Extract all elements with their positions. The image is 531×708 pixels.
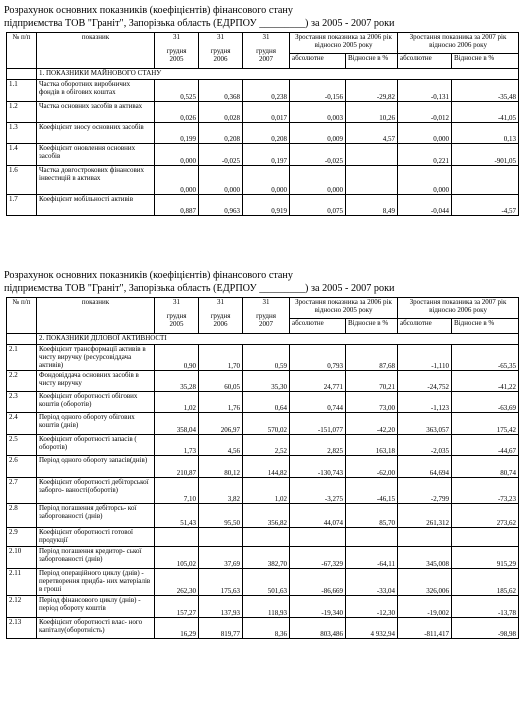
row-indicator-name: Коефіцієнт оборотності готової продукції	[37, 528, 155, 547]
row-number: 2.1	[7, 345, 37, 371]
row-change-r2: 0,13	[452, 123, 519, 144]
header-change-2006: Зростання показника за 2006 рік відносно 2005 року	[290, 298, 398, 319]
row-change-r2: 185,62	[452, 569, 519, 596]
row-change-a2: 345,008	[398, 547, 452, 569]
row-indicator-name: Коефіцієнт оновлення основних засобів	[37, 144, 155, 166]
row-change-r1: -46,15	[346, 478, 398, 504]
row-change-a1: -0,025	[290, 144, 346, 166]
header-month: грудня	[166, 312, 187, 320]
row-value-v1: 1,02	[155, 392, 199, 413]
row-value-v1: 0,000	[155, 144, 199, 166]
row-value-v3: 35,30	[243, 371, 290, 392]
row-value-v1: 262,30	[155, 569, 199, 596]
row-value-v2: 0,368	[199, 80, 243, 102]
table-row	[7, 371, 519, 392]
row-change-a2: 326,006	[398, 569, 452, 596]
row-value-v1	[155, 528, 199, 547]
section-blank	[7, 334, 37, 345]
row-value-v3: 356,82	[243, 504, 290, 528]
row-change-a2: -19,002	[398, 596, 452, 618]
row-change-a1: 0,744	[290, 392, 346, 413]
doc2-caption-line1: Розрахунок основних показників (коефіцієнтів) фінансового стану	[4, 270, 293, 281]
section-title: 2. ПОКАЗНИКИ ДІЛОВОЇ АКТИВНОСТІ	[37, 334, 519, 345]
row-change-r2: 175,42	[452, 413, 519, 435]
subheader-abs-2: абсолютне	[398, 54, 452, 69]
header-year: 2007	[259, 55, 273, 63]
row-number: 1.1	[7, 80, 37, 102]
row-change-r1	[346, 166, 398, 195]
table-row	[7, 345, 519, 371]
row-change-a2: -811,417	[398, 618, 452, 639]
row-change-r2: -98,98	[452, 618, 519, 639]
row-value-v3: 0,017	[243, 102, 290, 123]
row-indicator-name: Частка оборотних виробничих фондів в обігових коштах	[37, 80, 155, 102]
row-change-a2: 363,057	[398, 413, 452, 435]
row-number: 1.2	[7, 102, 37, 123]
row-number: 2.2	[7, 371, 37, 392]
row-indicator-name: Період одного обороту запасів(днів)	[37, 456, 155, 478]
row-change-r1: 87,68	[346, 345, 398, 371]
header-day: 31	[217, 298, 224, 306]
row-value-v3	[243, 528, 290, 547]
row-change-a2: -24,752	[398, 371, 452, 392]
row-change-a2: -0,131	[398, 80, 452, 102]
section-title: 1. ПОКАЗНИКИ МАЙНОВОГО СТАНУ	[37, 69, 519, 80]
row-value-v2: 95,50	[199, 504, 243, 528]
row-change-r2: -35,48	[452, 80, 519, 102]
section-blank	[7, 69, 37, 80]
header-date-2	[199, 33, 243, 69]
table-row	[7, 456, 519, 478]
row-change-r1	[346, 528, 398, 547]
row-change-r2	[452, 528, 519, 547]
row-change-r2: -63,69	[452, 392, 519, 413]
row-number: 2.8	[7, 504, 37, 528]
table-business-activity-indicators	[6, 297, 519, 639]
table-row	[7, 596, 519, 618]
row-number: 2.11	[7, 569, 37, 596]
table-row	[7, 569, 519, 596]
row-indicator-name: Коефіцієнт оборотності обігових коштів (оборотів)	[37, 392, 155, 413]
subheader-rel-1: Відносне в %	[346, 319, 398, 334]
row-change-a1: 2,825	[290, 435, 346, 456]
doc2-caption-line2: підприємства ТОВ "Граніт", Запорізька область (ЕДРПОУ _________) за 2005 - 2007 роки	[4, 283, 395, 294]
table-row	[7, 102, 519, 123]
row-change-r2: -901,05	[452, 144, 519, 166]
row-indicator-name: Період погашення кредитор- ської заборгованості (днів)	[37, 547, 155, 569]
header-year: 2006	[213, 320, 228, 328]
row-change-r1: 4 932,94	[346, 618, 398, 639]
row-change-a1: -130,743	[290, 456, 346, 478]
row-value-v2: 819,77	[199, 618, 243, 639]
row-value-v1: 358,04	[155, 413, 199, 435]
section-row	[7, 69, 519, 80]
header-num: № п/п	[7, 298, 37, 334]
row-change-a1: -3,275	[290, 478, 346, 504]
header-change-2007: Зростання показника за 2007 рік відносно 2006 року	[398, 33, 519, 54]
row-number: 2.3	[7, 392, 37, 413]
subheader-rel-2: Відносне в %	[452, 54, 519, 69]
row-change-a2: 0,000	[398, 166, 452, 195]
row-value-v3: 0,64	[243, 392, 290, 413]
header-change-2006: Зростання показника за 2006 рік відносно 2005 року	[290, 33, 398, 54]
header-month: грудня	[210, 312, 231, 320]
row-change-a2: 0,221	[398, 144, 452, 166]
header-day: 31	[262, 298, 270, 306]
row-change-a1	[290, 528, 346, 547]
doc1-caption-line1: Розрахунок основних показників (коефіцієнтів) фінансового стану	[4, 5, 293, 16]
row-change-a2: -2,035	[398, 435, 452, 456]
row-change-a2	[398, 528, 452, 547]
row-value-v1: 1,73	[155, 435, 199, 456]
row-change-r2: 273,62	[452, 504, 519, 528]
row-change-a1: 0,003	[290, 102, 346, 123]
row-change-r2: -44,67	[452, 435, 519, 456]
doc1-caption-line2: підприємства ТОВ "Граніт", Запорізька область (ЕДРПОУ _________) за 2005 - 2007 роки	[4, 18, 395, 29]
row-number: 2.12	[7, 596, 37, 618]
row-change-a1: 0,075	[290, 195, 346, 216]
header-row	[7, 298, 519, 319]
row-value-v3: 2,52	[243, 435, 290, 456]
row-value-v1: 0,90	[155, 345, 199, 371]
row-change-a1: -67,329	[290, 547, 346, 569]
row-indicator-name: Фондовіддача основних засобів в чисту виручку	[37, 371, 155, 392]
row-change-a1: 803,486	[290, 618, 346, 639]
row-number: 2.4	[7, 413, 37, 435]
row-change-r1: 70,21	[346, 371, 398, 392]
header-year: 2006	[213, 55, 228, 63]
row-change-r1: 10,26	[346, 102, 398, 123]
row-value-v3: 0,208	[243, 123, 290, 144]
table-row	[7, 504, 519, 528]
row-value-v2: 0,963	[199, 195, 243, 216]
row-indicator-name: Коефіцієнт оборотності влас- ного капіталу(оборотність)	[37, 618, 155, 639]
row-number: 2.5	[7, 435, 37, 456]
header-month: грудня	[256, 47, 276, 55]
table-row	[7, 413, 519, 435]
row-number: 2.10	[7, 547, 37, 569]
table-row	[7, 618, 519, 639]
row-indicator-name: Період операційного циклу (днів) - перетворення придба- них матеріалів в гроші	[37, 569, 155, 596]
row-change-a2: 261,312	[398, 504, 452, 528]
row-value-v1: 0,026	[155, 102, 199, 123]
row-value-v2: 3,82	[199, 478, 243, 504]
row-indicator-name: Коефіцієнт оборотності запасів ( оборотів)	[37, 435, 155, 456]
row-value-v1: 210,87	[155, 456, 199, 478]
row-number: 1.7	[7, 195, 37, 216]
row-change-r1: 8,49	[346, 195, 398, 216]
row-value-v2: -0,025	[199, 144, 243, 166]
row-value-v3: 382,70	[243, 547, 290, 569]
row-change-r2: -13,78	[452, 596, 519, 618]
header-year: 2005	[169, 55, 184, 63]
header-month: грудня	[210, 47, 231, 55]
row-value-v3: 0,197	[243, 144, 290, 166]
header-date-1	[155, 33, 199, 69]
header-day: 31	[217, 33, 224, 41]
row-value-v1: 0,199	[155, 123, 199, 144]
header-date-3	[243, 298, 290, 334]
row-value-v1: 0,000	[155, 166, 199, 195]
row-change-a1: 44,074	[290, 504, 346, 528]
row-number: 2.13	[7, 618, 37, 639]
row-change-a1: 0,793	[290, 345, 346, 371]
row-change-a2: -1,110	[398, 345, 452, 371]
row-change-a1: -86,669	[290, 569, 346, 596]
row-value-v3: 8,36	[243, 618, 290, 639]
row-value-v2: 37,69	[199, 547, 243, 569]
row-value-v3: 501,63	[243, 569, 290, 596]
row-value-v1: 51,43	[155, 504, 199, 528]
row-value-v2: 175,63	[199, 569, 243, 596]
row-value-v3: 144,82	[243, 456, 290, 478]
row-indicator-name: Коефіцієнт трансформації активів в чисту виручку (ресурсовіддача активів)	[37, 345, 155, 371]
row-change-r1: 4,57	[346, 123, 398, 144]
row-value-v2: 1,70	[199, 345, 243, 371]
header-num: № п/п	[7, 33, 37, 69]
row-change-a2: 64,694	[398, 456, 452, 478]
subheader-rel-2: Відносне в %	[452, 319, 519, 334]
row-number: 2.9	[7, 528, 37, 547]
row-change-a1: 0,000	[290, 166, 346, 195]
row-value-v3: 1,02	[243, 478, 290, 504]
table-row	[7, 144, 519, 166]
row-indicator-name: Частка довгострокових фінансових інвестицій в активах	[37, 166, 155, 195]
row-number: 1.3	[7, 123, 37, 144]
table-row	[7, 528, 519, 547]
row-change-a1: -19,340	[290, 596, 346, 618]
row-change-r2: -41,22	[452, 371, 519, 392]
row-value-v2: 0,208	[199, 123, 243, 144]
table-row	[7, 166, 519, 195]
subheader-rel-1: Відносне в %	[346, 54, 398, 69]
row-indicator-name: Частка основних засобів в активах	[37, 102, 155, 123]
row-value-v2: 60,05	[199, 371, 243, 392]
row-change-a2: -2,799	[398, 478, 452, 504]
header-year: 2007	[259, 320, 273, 328]
header-name: показник	[37, 33, 155, 69]
table-row	[7, 478, 519, 504]
header-date-2	[199, 298, 243, 334]
row-change-r2	[452, 166, 519, 195]
row-number: 1.6	[7, 166, 37, 195]
subheader-abs-2: абсолютне	[398, 319, 452, 334]
row-indicator-name: Коефіцієнт мобільності активів	[37, 195, 155, 216]
header-month: грудня	[166, 47, 187, 55]
header-name: показник	[37, 298, 155, 334]
row-value-v3: 118,93	[243, 596, 290, 618]
row-value-v1: 16,29	[155, 618, 199, 639]
table-row	[7, 392, 519, 413]
row-value-v3: 0,238	[243, 80, 290, 102]
row-value-v3: 0,000	[243, 166, 290, 195]
row-value-v3: 570,02	[243, 413, 290, 435]
row-value-v1: 35,28	[155, 371, 199, 392]
row-change-a2: -1,123	[398, 392, 452, 413]
header-year: 2005	[169, 320, 184, 328]
table-row	[7, 195, 519, 216]
row-change-r1: -33,04	[346, 569, 398, 596]
row-value-v3: 0,919	[243, 195, 290, 216]
row-change-r2: -4,57	[452, 195, 519, 216]
table-row	[7, 123, 519, 144]
row-change-r2: -73,23	[452, 478, 519, 504]
section-row	[7, 334, 519, 345]
header-row	[7, 33, 519, 54]
row-change-r1: -12,30	[346, 596, 398, 618]
header-month: грудня	[256, 312, 276, 320]
header-day: 31	[173, 33, 180, 41]
row-change-r1: 85,70	[346, 504, 398, 528]
row-value-v1: 0,887	[155, 195, 199, 216]
row-number: 1.4	[7, 144, 37, 166]
row-value-v2: 0,000	[199, 166, 243, 195]
row-indicator-name: Період одного обороту обігових коштів (днів)	[37, 413, 155, 435]
subheader-abs-1: абсолютне	[290, 54, 346, 69]
row-change-a1: -0,156	[290, 80, 346, 102]
row-value-v2: 0,028	[199, 102, 243, 123]
header-day: 31	[173, 298, 180, 306]
row-change-r1	[346, 144, 398, 166]
row-change-a2: -0,044	[398, 195, 452, 216]
table-row	[7, 80, 519, 102]
row-value-v2: 137,93	[199, 596, 243, 618]
row-number: 2.7	[7, 478, 37, 504]
row-change-r1: 163,18	[346, 435, 398, 456]
table-row	[7, 435, 519, 456]
row-value-v1: 105,02	[155, 547, 199, 569]
row-change-a1: -151,077	[290, 413, 346, 435]
header-date-1	[155, 298, 199, 334]
row-indicator-name: Період фінансового циклу (днів) - період обороту коштів	[37, 596, 155, 618]
row-indicator-name: Період погашення дебіторсь- кої заборгованості (днів)	[37, 504, 155, 528]
row-change-a1: 0,009	[290, 123, 346, 144]
row-change-r1: -42,20	[346, 413, 398, 435]
row-value-v2	[199, 528, 243, 547]
row-number: 2.6	[7, 456, 37, 478]
row-change-r1: -64,11	[346, 547, 398, 569]
row-value-v1: 7,10	[155, 478, 199, 504]
table-row	[7, 547, 519, 569]
header-day: 31	[262, 33, 270, 41]
row-change-r1: 73,00	[346, 392, 398, 413]
header-date-3	[243, 33, 290, 69]
row-indicator-name: Коефіцієнт оборотності дебіторської заборго- ваності(оборотів)	[37, 478, 155, 504]
row-change-r1: -62,00	[346, 456, 398, 478]
row-change-r2: -41,05	[452, 102, 519, 123]
row-value-v2: 206,97	[199, 413, 243, 435]
row-indicator-name: Коефіцієнт зносу основних засобів	[37, 123, 155, 144]
table-property-indicators	[6, 32, 519, 216]
row-change-r2: -65,35	[452, 345, 519, 371]
row-value-v1: 157,27	[155, 596, 199, 618]
row-change-a2: -0,012	[398, 102, 452, 123]
row-change-r1: -29,82	[346, 80, 398, 102]
row-value-v2: 80,12	[199, 456, 243, 478]
row-value-v2: 4,56	[199, 435, 243, 456]
subheader-abs-1: абсолютне	[290, 319, 346, 334]
row-value-v3: 0,59	[243, 345, 290, 371]
row-change-a1: 24,771	[290, 371, 346, 392]
row-change-a2: 0,000	[398, 123, 452, 144]
row-value-v2: 1,76	[199, 392, 243, 413]
row-value-v1: 0,525	[155, 80, 199, 102]
header-change-2007: Зростання показника за 2007 рік відносно 2006 року	[398, 298, 519, 319]
row-change-r2: 80,74	[452, 456, 519, 478]
row-change-r2: 915,29	[452, 547, 519, 569]
